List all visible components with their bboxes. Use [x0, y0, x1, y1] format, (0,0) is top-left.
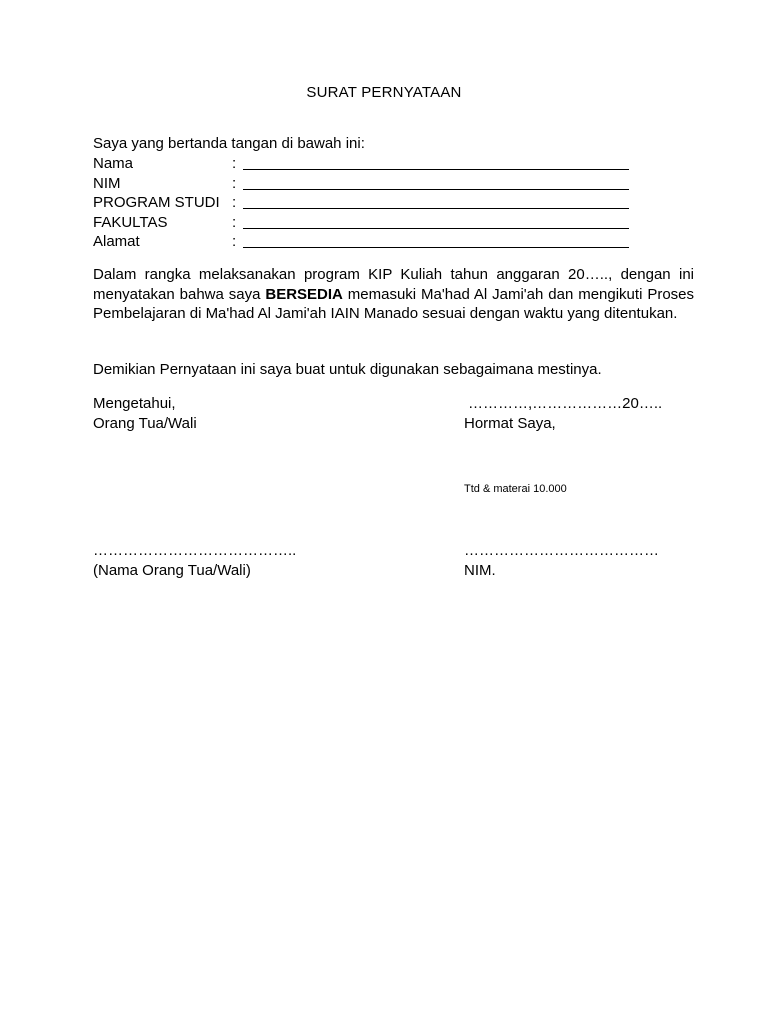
parent-guardian-label: Orang Tua/Wali	[93, 414, 197, 432]
field-blank-nama	[243, 154, 629, 170]
field-blank-program-studi	[243, 193, 629, 209]
field-row-fakultas	[93, 213, 633, 233]
stamp-note: Ttd & materai 10.000	[464, 483, 567, 495]
field-row-nim	[93, 174, 633, 194]
statement-bold-word: BERSEDIA	[265, 285, 343, 303]
signature-left-header	[93, 394, 197, 433]
statement-text-part2: memasuki Ma'had Al Jami'ah dan mengikuti Proses Pembelajaran di Ma'had Al Jami'ah IAIN Manado sesuai dengan waktu yang ditentukan.	[93, 285, 695, 322]
place-date-line: …………,………………20…..	[468, 395, 663, 412]
field-label-alamat: Alamat	[93, 233, 140, 250]
signature-left-footer	[93, 541, 296, 580]
statement-text-part1: Dalam rangka melaksanakan program KIP Kuliah tahun anggaran 20….., dengan ini menyatakan bahwa saya	[93, 266, 694, 303]
field-colon: :	[232, 174, 237, 192]
identity-fields	[93, 154, 633, 252]
statement-paragraph	[93, 265, 694, 324]
parent-name-label: (Nama Orang Tua/Wali)	[93, 561, 251, 579]
field-colon: :	[232, 233, 237, 250]
field-label-nim: NIM	[93, 174, 121, 192]
field-row-alamat	[93, 232, 633, 252]
parent-signature-line: …………………………………..	[93, 542, 297, 559]
field-colon: :	[232, 155, 237, 172]
field-colon: :	[232, 213, 237, 231]
signature-right-header	[464, 394, 662, 433]
field-blank-fakultas	[243, 213, 629, 229]
field-label-program-studi: PROGRAM STUDI	[93, 194, 220, 211]
field-row-nama	[93, 154, 633, 174]
field-blank-nim	[243, 174, 629, 190]
signature-right-footer	[464, 541, 659, 580]
student-signature-line: …………………………………	[464, 542, 659, 559]
acknowledged-label: Mengetahui,	[93, 395, 176, 412]
field-colon: :	[232, 194, 237, 211]
field-label-nama: Nama	[93, 155, 134, 172]
intro-text: Saya yang bertanda tangan di bawah ini:	[93, 135, 365, 152]
field-row-program-studi	[93, 193, 633, 213]
field-label-fakultas: FAKULTAS	[93, 213, 168, 231]
document-title: SURAT PERNYATAAN	[306, 84, 462, 101]
closing-paragraph: Demikian Pernyataan ini saya buat untuk digunakan sebagaimana mestinya.	[93, 361, 602, 378]
regards-label: Hormat Saya,	[464, 414, 556, 432]
student-nim-label: NIM.	[464, 561, 496, 579]
field-blank-alamat	[243, 232, 629, 248]
